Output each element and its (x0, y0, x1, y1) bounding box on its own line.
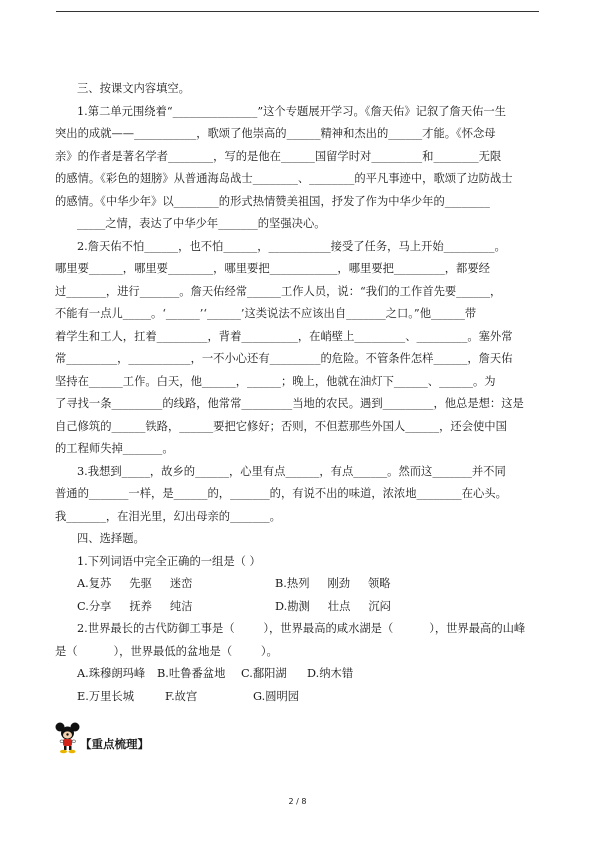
header-rule (56, 11, 539, 12)
option-a[interactable]: A.复苏 先驱 迷峦 (77, 577, 193, 590)
text-line: 3.我想到_____，故乡的______，心里有点______，有点______。然而这_______并不同 (77, 464, 506, 478)
text-line: 1.第二单元围绕着“_______________”这个专题展开学习。《詹天佑》记叙了詹天佑一生 (77, 104, 507, 118)
option-c[interactable]: C.分享 抚养 纯洁 (77, 599, 193, 613)
question-stem: 是（ ），世界最低的盆地是（ ）。 (55, 644, 278, 658)
text-line: 亲》的作者是著名学者________，写的是他在______国留学时对_________和________无限 (55, 149, 502, 163)
text-line: 哪里要______，哪里要________，哪里要把____________，哪里要把_________，都要经 (55, 262, 490, 275)
text-line: 我_______，在泪光里，幻出母亲的_______。 (55, 509, 281, 523)
text-line: 坚持在______工作。白天，他______，______；晚上，他就在油灯下______、______。为 (55, 374, 496, 388)
text-line: 突出的成就——___________，歌颂了他崇高的______精神和杰出的______才能。《怀念母 (55, 127, 496, 140)
page-content (55, 78, 540, 708)
option-a[interactable]: A.珠穆朗玛峰 (77, 667, 146, 680)
mickey-mascot-icon (54, 722, 82, 754)
section4-heading: 四、选择题。 (77, 532, 145, 545)
text-line: 的工程师失掉_______。 (55, 442, 174, 455)
text-line: _____之情，表达了中华少年_______的坚强决心。 (77, 217, 326, 230)
section4-q1 (55, 551, 540, 619)
option-row (55, 596, 540, 619)
section3-q2 (55, 236, 540, 461)
text-line: 2.詹天佑不怕______，也不怕______，___________接受了任务，马上开始_________。 (77, 239, 506, 253)
text-line: 的感情。《中华少年》以________的形式热情赞美祖国，抒发了作为中华少年的________ (55, 194, 490, 208)
option-row (55, 686, 540, 709)
option-b[interactable]: B.热列 刚劲 领略 (275, 577, 391, 590)
page-number: 2 / 8 (288, 797, 307, 806)
option-d[interactable]: D.勘测 壮点 沉闷 (275, 599, 391, 613)
option-e[interactable]: E.万里长城 (77, 689, 135, 703)
section3-q1 (55, 101, 540, 236)
text-line: 着学生和工人，扛着_________，背着__________，在峭壁上_________、_________。塞外常 (55, 329, 513, 343)
key-points-heading: 【重点梳理】 (80, 737, 149, 751)
option-f[interactable]: F.故宫 (165, 689, 198, 703)
option-c[interactable]: C.鄱阳湖 (241, 667, 287, 680)
text-line: 普通的_______一样，是______的，_______的，有说不出的味道，浓浓地________在心头。 (55, 487, 507, 500)
text-line: 的感情。《彩色的翅膀》从普通海岛战士________、________的平凡事迹中，歌颂了边防战士 (55, 172, 513, 185)
option-d[interactable]: D.纳木错 (307, 667, 354, 680)
option-g[interactable]: G.圆明园 (253, 689, 300, 703)
text-line: 过_______，进行_______。詹天佑经常______工作人员，说：“我们的工作首先要______， (55, 284, 502, 298)
question-stem: 2.世界最长的古代防御工事是（ ），世界最高的咸水湖是（ ），世界最高的山峰 (77, 622, 526, 635)
section4-q2 (55, 618, 540, 708)
text-line: 自己修筑的______铁路，______要把它修好；否则，不但惹那些外国人______，还会使中国 (55, 419, 507, 433)
question-stem: 1.下列词语中完全正确的一组是（ ） (77, 554, 261, 568)
option-row (55, 573, 540, 596)
option-b[interactable]: B.吐鲁番盆地 (157, 667, 226, 680)
text-line: 不能有一点儿_____。‘______’‘______’这类说法不应该出自_______之口。”他______带 (55, 307, 477, 320)
option-row (55, 663, 540, 686)
section3-q3 (55, 461, 540, 529)
text-line: 常_________，___________，一不小心还有_________的危险。不管条件怎样______，詹天佑 (55, 352, 513, 365)
section3-heading: 三、按课文内容填空。 (77, 82, 190, 95)
text-line: 了寻找一条_________的线路，他常常_________当地的农民。遇到_________，他总是想：这是 (55, 397, 524, 410)
